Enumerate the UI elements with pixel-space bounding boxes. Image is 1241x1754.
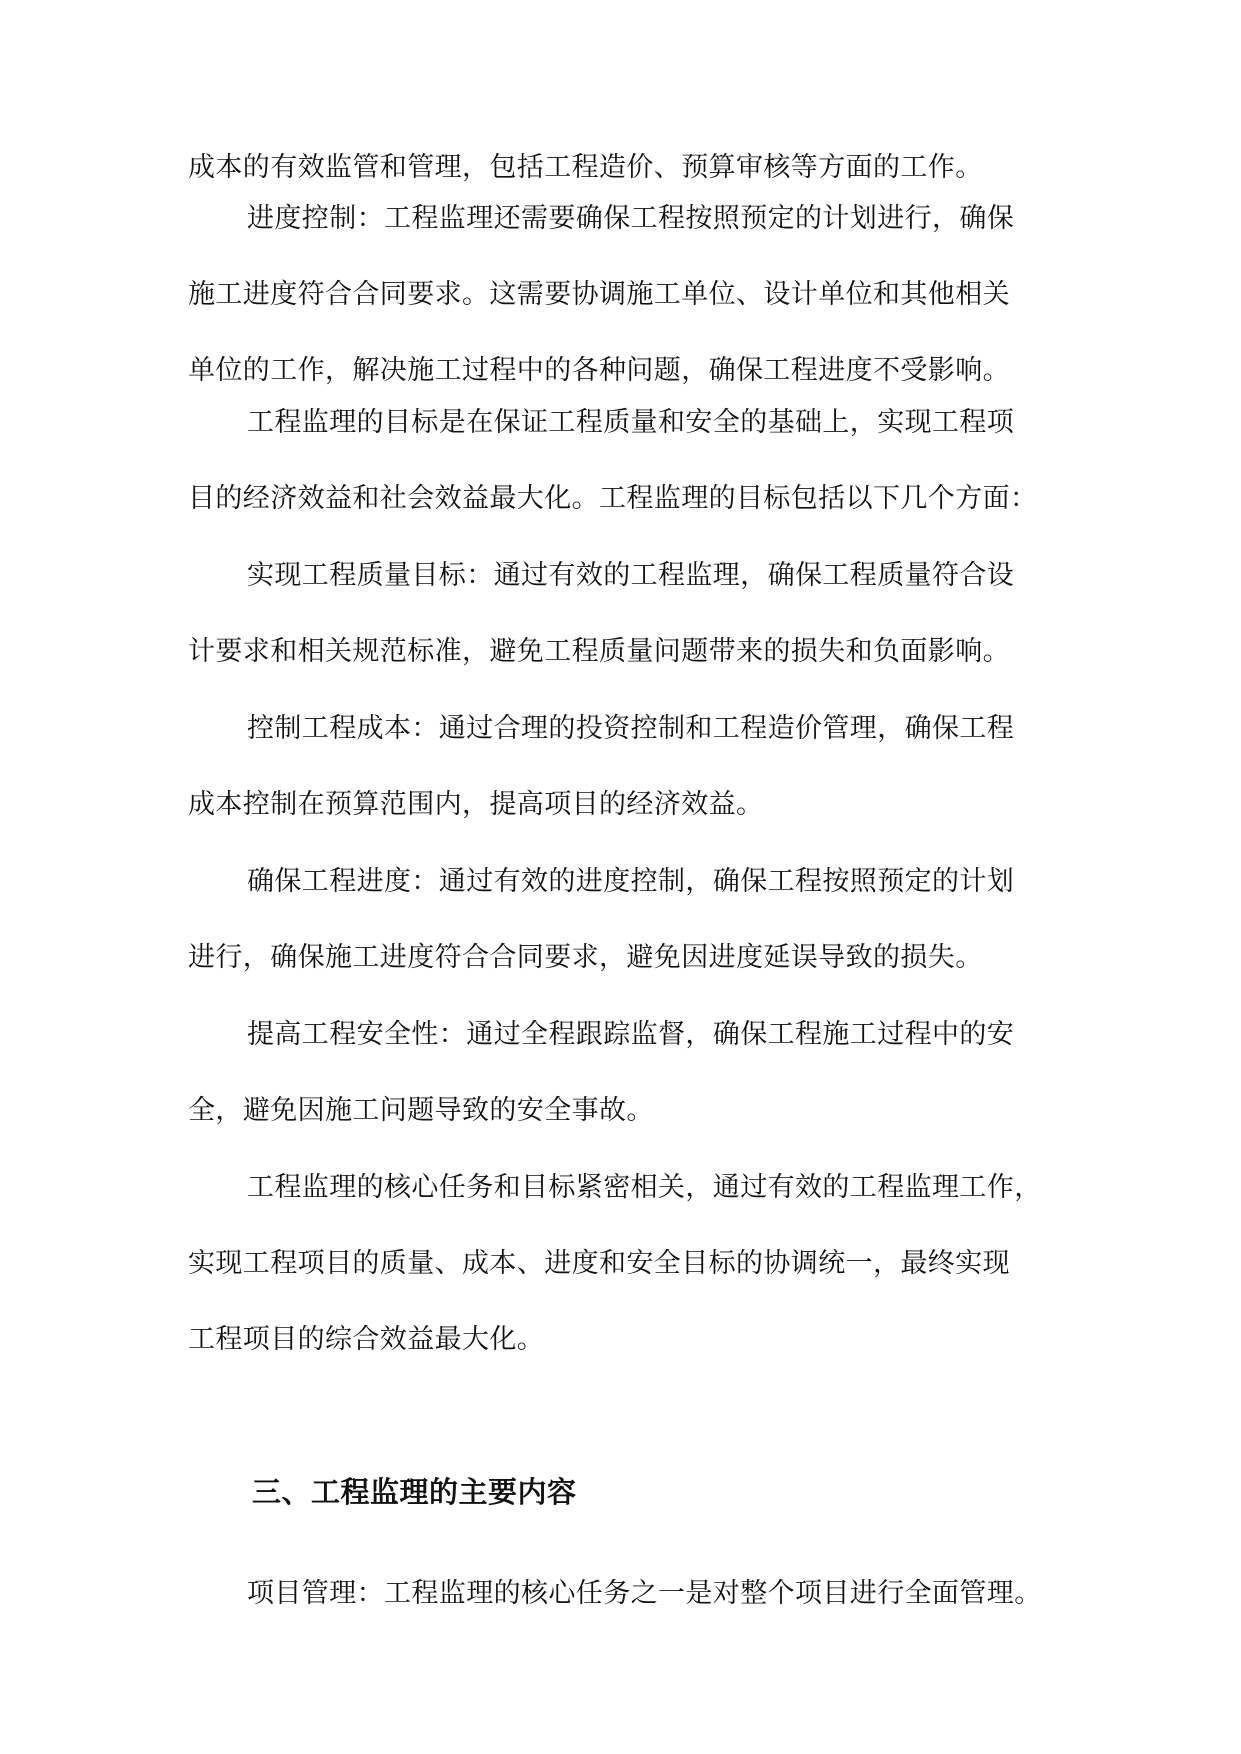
text-line: 工程监理的目标是在保证工程质量和安全的基础上，实现工程项 [247, 407, 1015, 438]
text-line: 成本控制在预算范围内，提高项目的经济效益。 [188, 789, 764, 820]
text-line: 确保工程进度：通过有效的进度控制，确保工程按照预定的计划 [247, 866, 1015, 897]
paragraph-supervision-goals [188, 385, 1058, 537]
text-line: 实现工程项目的质量、成本、进度和安全目标的协调统一，最终实现 [188, 1248, 1010, 1279]
text-line: 单位的工作，解决施工过程中的各种问题，确保工程进度不受影响。 [188, 355, 1010, 386]
text-line: 实现工程质量目标：通过有效的工程监理，确保工程质量符合设 [247, 560, 1015, 591]
paragraph-project-management [188, 1556, 1058, 1632]
text-line: 项目管理：工程监理的核心任务之一是对整个项目进行全面管理。 [247, 1578, 1042, 1609]
text-line: 全，避免因施工问题导致的安全事故。 [188, 1095, 654, 1126]
paragraph-cost-control [188, 691, 1058, 843]
text-line: 工程监理的核心任务和目标紧密相关，通过有效的工程监理工作， [247, 1172, 1042, 1203]
paragraph-safety-improvement [188, 997, 1058, 1149]
text-line: 施工进度符合合同要求。这需要协调施工单位、设计单位和其他相关 [188, 279, 1010, 310]
text-line: 进行，确保施工进度符合合同要求，避免因进度延误导致的损失。 [188, 942, 983, 973]
section-heading: 三、工程监理的主要内容 [252, 1475, 577, 1509]
text-line: 控制工程成本：通过合理的投资控制和工程造价管理，确保工程 [247, 713, 1015, 744]
text-line: 计要求和相关规范标准，避免工程质量问题带来的损失和负面影响。 [188, 636, 1010, 667]
paragraph-core-task-summary [188, 1150, 1058, 1378]
paragraph-schedule-assurance [188, 844, 1058, 996]
text-line: 目的经济效益和社会效益最大化。工程监理的目标包括以下几个方面： [188, 483, 1038, 514]
text-line: 工程项目的综合效益最大化。 [188, 1324, 545, 1355]
text-line: 成本的有效监管和管理，包括工程造价、预算审核等方面的工作。 [188, 152, 983, 183]
paragraph-quality-goal [188, 538, 1058, 690]
text-line: 提高工程安全性：通过全程跟踪监督，确保工程施工过程中的安 [247, 1019, 1015, 1050]
paragraph-progress-control [188, 181, 1058, 409]
text-line: 进度控制：工程监理还需要确保工程按照预定的计划进行，确保 [247, 203, 1015, 234]
